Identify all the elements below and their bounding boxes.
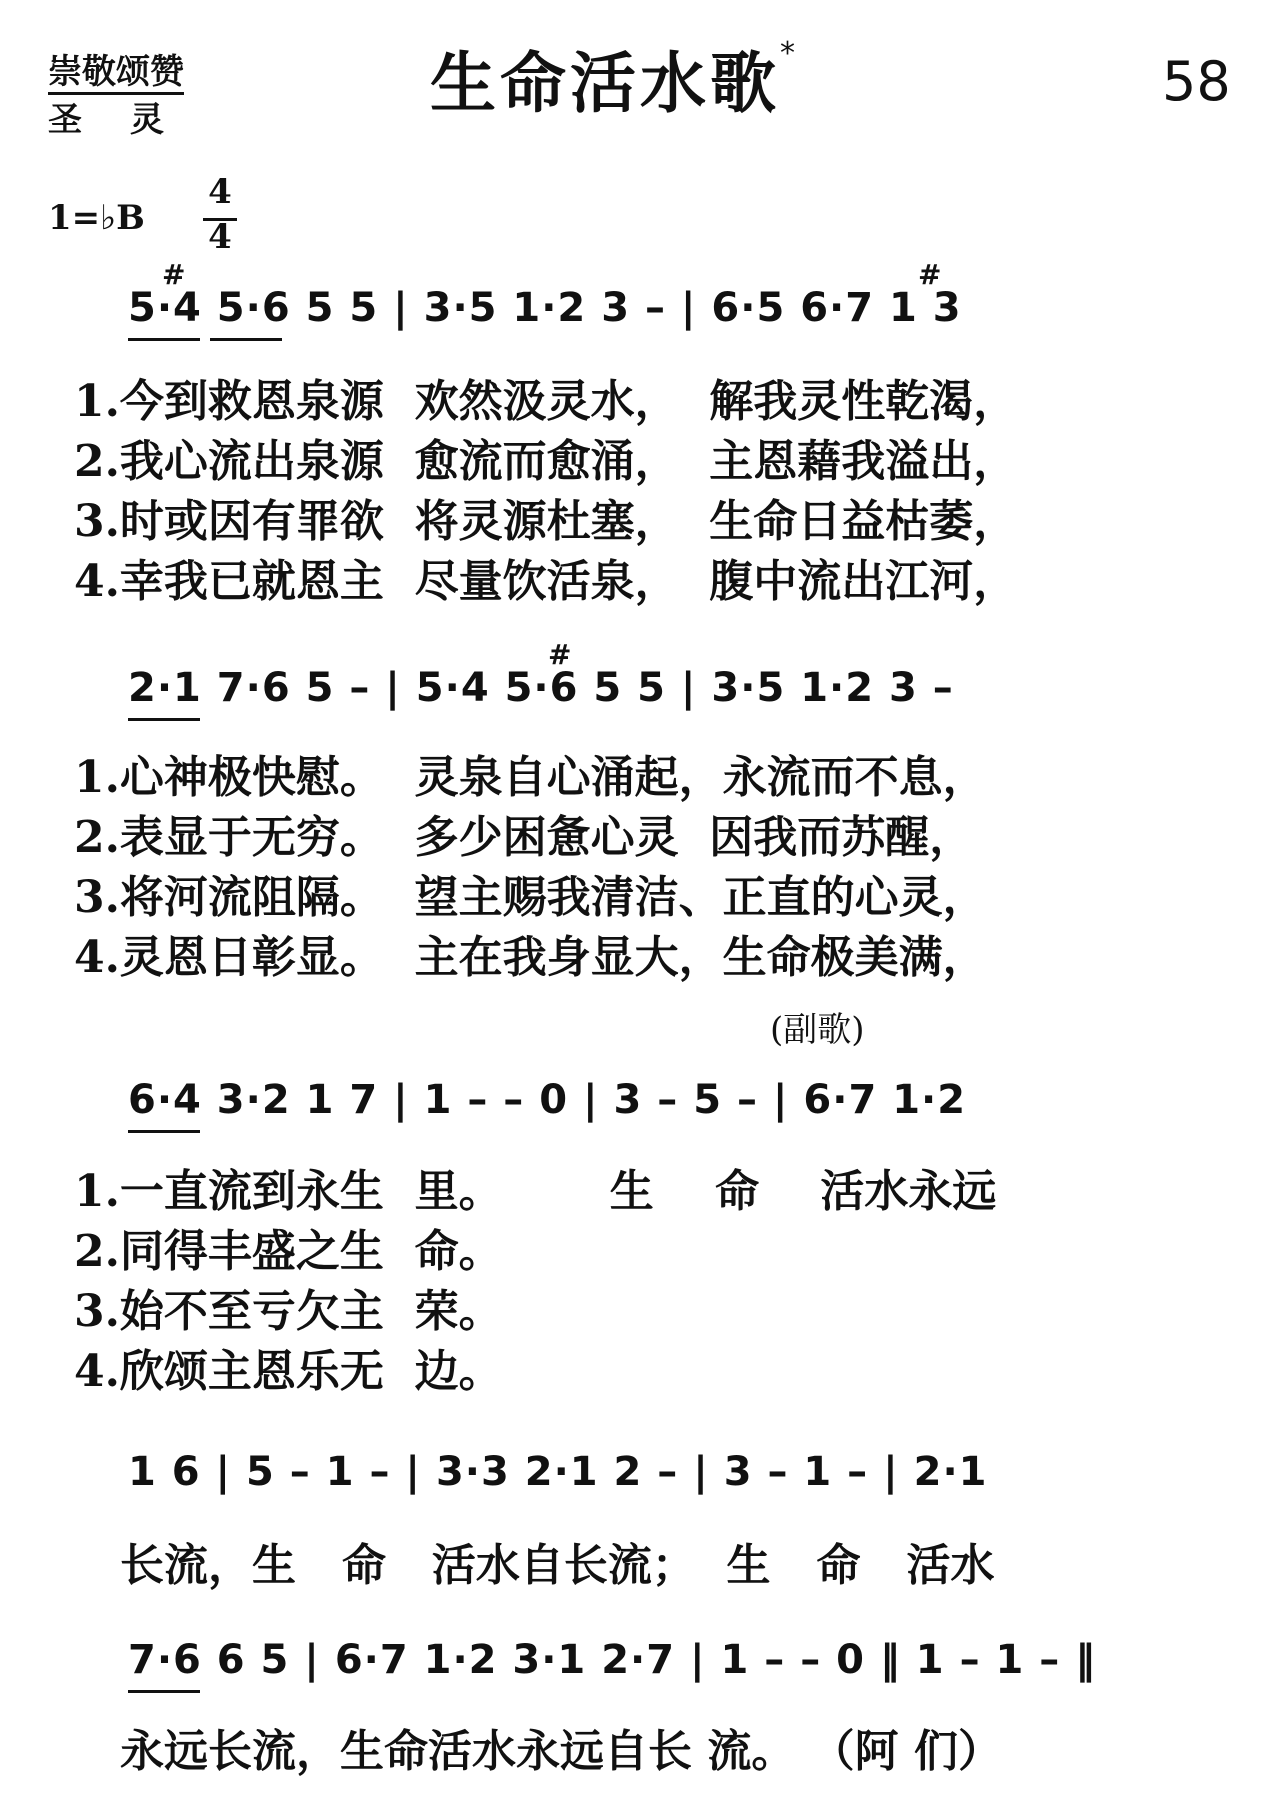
time-signature-top: 4 [208, 172, 232, 212]
beat-underline [128, 718, 200, 721]
time-signature-bottom: 4 [208, 217, 232, 257]
lyric-line-1-4: 4.幸我已就恩主 尽量饮活泉， 腹中流出江河， [74, 556, 1018, 607]
lyric-line-2-2: 2.表显于无穷。 多少困惫心灵 因我而苏醒， [74, 812, 974, 863]
subcategory-label: 圣灵 [48, 100, 212, 140]
lyric-line-4: 长流，生 命 活水自长流； 生 命 活水 [120, 1540, 995, 1591]
lyric-line-1-2: 2.我心流出泉源 愈流而愈涌， 主恩藉我溢出， [74, 436, 1018, 487]
sharp-sign: # [548, 638, 572, 671]
notation-line-4: 1 6 | 5 – 1 – | 3·3 2·1 2 – | 3 – 1 – | 2·1 [128, 1449, 988, 1495]
lyric-line-3-2: 2.同得丰盛之生 命。 [74, 1226, 503, 1277]
beat-underline [210, 338, 282, 341]
lyric-line-3-3: 3.始不至亏欠主 荣。 [74, 1286, 503, 1337]
notation-line-3: 6·4 3·2 1 7 | 1 – – 0 | 3 – 5 – | 6·7 1·2 [128, 1077, 967, 1123]
lyric-line-1-3: 3.时或因有罪欲 将灵源杜塞， 生命日益枯萎， [74, 496, 1018, 547]
notation-line-2: 2·1 7·6 5 – | 5·4 5·6 5 5 | 3·5 1·2 3 – [128, 665, 954, 711]
beat-underline [128, 1690, 200, 1693]
chorus-label: (副歌) [770, 1010, 865, 1050]
title-text: 生命活水歌 [430, 45, 780, 122]
beat-underline [128, 1130, 200, 1133]
beat-underline [128, 338, 200, 341]
sharp-sign: # [918, 258, 942, 291]
lyric-line-3-1: 1.一直流到永生 里。 生 命 活水永远 [74, 1166, 997, 1217]
lyric-line-2-3: 3.将河流阻隔。 望主赐我清洁、正直的心灵， [74, 872, 987, 923]
key-signature: 1=♭B [48, 198, 145, 238]
lyric-line-3-4: 4.欣颂主恩乐无 边。 [74, 1346, 503, 1397]
lyric-line-5: 永远长流，生命活水永远自长 流。 （阿 们） [120, 1726, 1002, 1777]
sharp-sign: # [162, 258, 186, 291]
notation-line-5: 7·6 6 5 | 6·7 1·2 3·1 2·7 | 1 – – 0 ‖ 1 – 1 – ‖ [128, 1637, 1097, 1683]
lyric-line-2-1: 1.心神极快慰。 灵泉自心涌起，永流而不息， [74, 752, 987, 803]
category-label: 崇敬颂赞 [48, 52, 184, 95]
page-number: 58 [1162, 50, 1231, 113]
title-mark: * [780, 36, 799, 71]
lyric-line-1-1: 1.今到救恩泉源 欢然汲灵水， 解我灵性乾渴， [74, 376, 1018, 427]
notation-line-1: 5·4 5·6 5 5 | 3·5 1·2 3 – | 6·5 6·7 1 3 [128, 285, 962, 331]
hymn-title [430, 30, 799, 125]
lyric-line-2-4: 4.灵恩日彰显。 主在我身显大，生命极美满， [74, 932, 987, 983]
